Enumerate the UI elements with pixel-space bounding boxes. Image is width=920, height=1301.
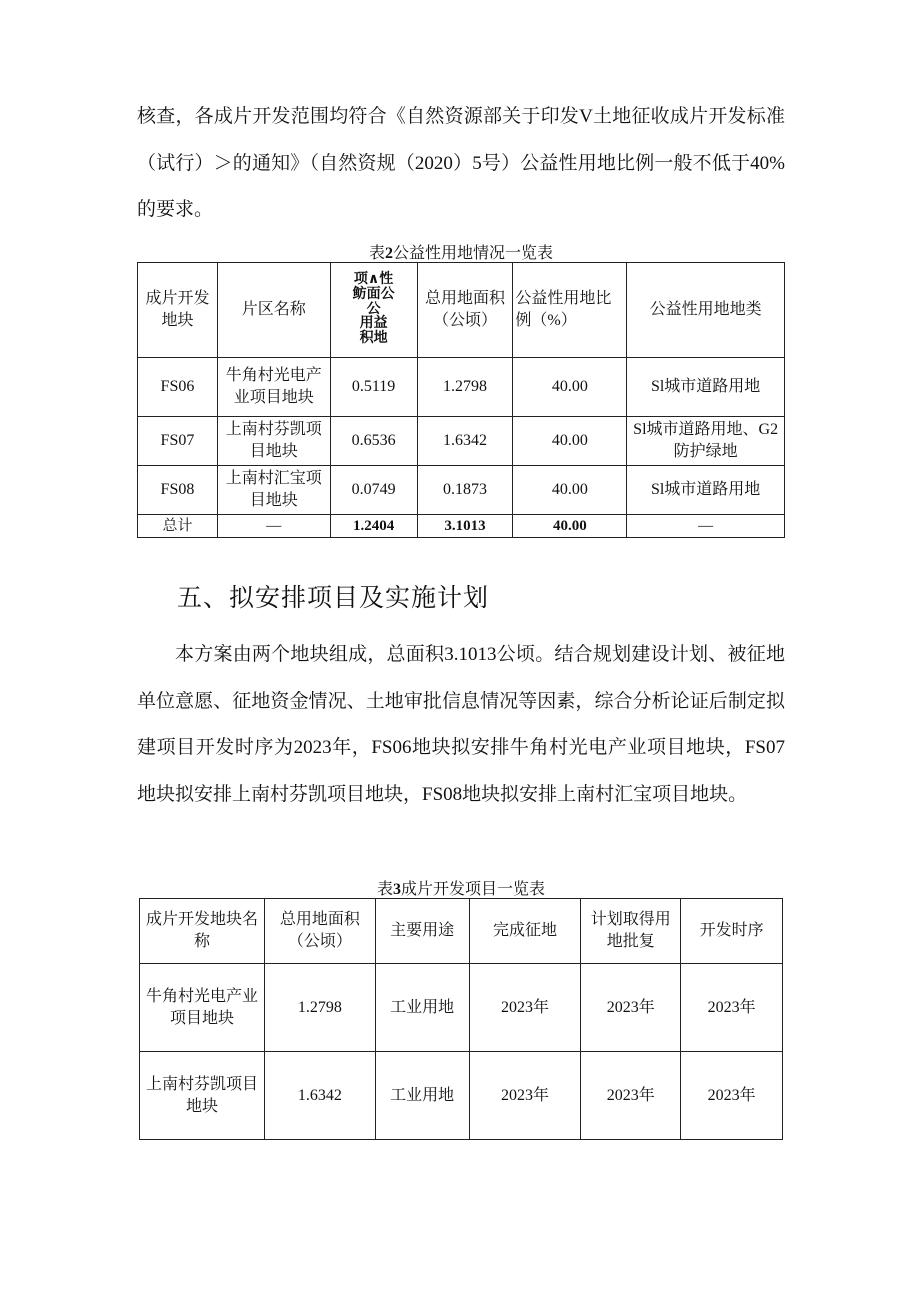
name-cell: 牛角村光电产业项目地块 bbox=[217, 358, 330, 417]
table3-caption bbox=[137, 876, 785, 899]
sequence-cell: 2023年 bbox=[681, 1052, 783, 1140]
header-cell: 总用地面积（公顷） bbox=[264, 899, 375, 964]
intro-paragraph: 核查，各成片开发范围均符合《自然资源部关于印发V土地征收成片开发标准（试行）＞的通知》（自然资规（2020）5号）公益性用地比例一般不低于40%的要求。 bbox=[137, 106, 785, 221]
use-cell: 工业用地 bbox=[375, 1052, 469, 1140]
acquire-cell: 2023年 bbox=[469, 964, 581, 1052]
header-cell: 片区名称 bbox=[217, 263, 330, 358]
acquire-cell: 2023年 bbox=[469, 1052, 581, 1140]
header-line: 项∧性 bbox=[353, 272, 394, 288]
public-area-cell: 0.0749 bbox=[330, 466, 417, 515]
land-type-cell: Sl城市道路用地、G2防护绿地 bbox=[627, 417, 785, 466]
table-row bbox=[140, 1052, 783, 1140]
approval-cell: 2023年 bbox=[581, 964, 681, 1052]
header-cell: 计划取得用地批复 bbox=[581, 899, 681, 964]
table3-caption-prefix: 表 bbox=[376, 881, 393, 898]
name-cell: 牛角村光电产业项目地块 bbox=[140, 964, 265, 1052]
ratio-cell: 40.00 bbox=[513, 466, 627, 515]
header-cell: 开发时序 bbox=[681, 899, 783, 964]
table-row bbox=[138, 417, 785, 466]
approval-cell: 2023年 bbox=[581, 1052, 681, 1140]
land-type-cell: Sl城市道路用地 bbox=[627, 466, 785, 515]
area-cell: 1.2798 bbox=[264, 964, 375, 1052]
total-land-type-cell: — bbox=[627, 515, 785, 538]
header-cell: 成片开发地块名称 bbox=[140, 899, 265, 964]
header-cell bbox=[330, 263, 417, 358]
public-area-cell: 0.5119 bbox=[330, 358, 417, 417]
total-area-cell: 0.1873 bbox=[417, 466, 513, 515]
total-area-cell: 1.2798 bbox=[417, 358, 513, 417]
block-cell: FS08 bbox=[138, 466, 218, 515]
header-cell: 主要用途 bbox=[375, 899, 469, 964]
section-heading: 五、拟安排项目及实施计划 bbox=[177, 585, 490, 612]
total-public-area-cell: 1.2404 bbox=[330, 515, 417, 538]
sequence-cell: 2023年 bbox=[681, 964, 783, 1052]
header-cell: 公益性用地地类 bbox=[627, 263, 785, 358]
header-line: 鲂面公 bbox=[352, 286, 395, 302]
area-cell: 1.6342 bbox=[264, 1052, 375, 1140]
public-area-cell: 0.6536 bbox=[330, 417, 417, 466]
name-cell: 上南村芬凯项目地块 bbox=[217, 417, 330, 466]
table-total-row bbox=[138, 515, 785, 538]
table2-caption-prefix: 表 bbox=[368, 245, 385, 262]
name-cell: 上南村芬凯项目地块 bbox=[140, 1052, 265, 1140]
ratio-cell: 40.00 bbox=[513, 358, 627, 417]
total-area-cell: 3.1013 bbox=[417, 515, 513, 538]
total-area-cell: 1.6342 bbox=[417, 417, 513, 466]
block-cell: FS06 bbox=[138, 358, 218, 417]
table2-caption-number: 2 bbox=[385, 245, 393, 262]
name-cell: 上南村汇宝项目地块 bbox=[217, 466, 330, 515]
table-row bbox=[138, 358, 785, 417]
header-cell: 完成征地 bbox=[469, 899, 581, 964]
table-row bbox=[140, 964, 783, 1052]
header-cell: 公益性用地比例（%） bbox=[513, 263, 627, 358]
ratio-cell: 40.00 bbox=[513, 417, 627, 466]
total-name-cell: — bbox=[217, 515, 330, 538]
block-cell: FS07 bbox=[138, 417, 218, 466]
table-header-row bbox=[138, 263, 785, 358]
table3-caption-number: 3 bbox=[393, 881, 401, 898]
header-line: 积地 bbox=[359, 331, 388, 347]
header-line: 用益 bbox=[359, 316, 388, 332]
total-ratio-cell: 40.00 bbox=[513, 515, 627, 538]
table3-caption-text: 成片开发项目一览表 bbox=[401, 881, 546, 898]
use-cell: 工业用地 bbox=[375, 964, 469, 1052]
total-label-cell: 总计 bbox=[138, 515, 218, 538]
table2-caption-text: 公益性用地情况一览表 bbox=[393, 245, 554, 262]
header-cell: 成片开发地块 bbox=[138, 263, 218, 358]
land-type-cell: Sl城市道路用地 bbox=[627, 358, 785, 417]
header-cell: 总用地面积（公顷） bbox=[417, 263, 513, 358]
public-land-table bbox=[137, 262, 785, 538]
table-row bbox=[138, 466, 785, 515]
table-header-row bbox=[140, 899, 783, 964]
plan-paragraph: 本方案由两个地块组成，总面积3.1013公顷。结合规划建设计划、被征地单位意愿、征地资金情况、土地审批信息情况等因素，综合分析论证后制定拟建项目开发时序为2023年，FS06地块拟安排牛角村光电产业项目地块，FS07地块拟安排上南村芬凯项目地块，FS08地块拟安排上南村汇宝项目地块。 bbox=[137, 644, 785, 805]
header-line: 公 bbox=[366, 301, 381, 317]
table2-caption bbox=[137, 240, 785, 263]
project-table bbox=[139, 898, 783, 1140]
